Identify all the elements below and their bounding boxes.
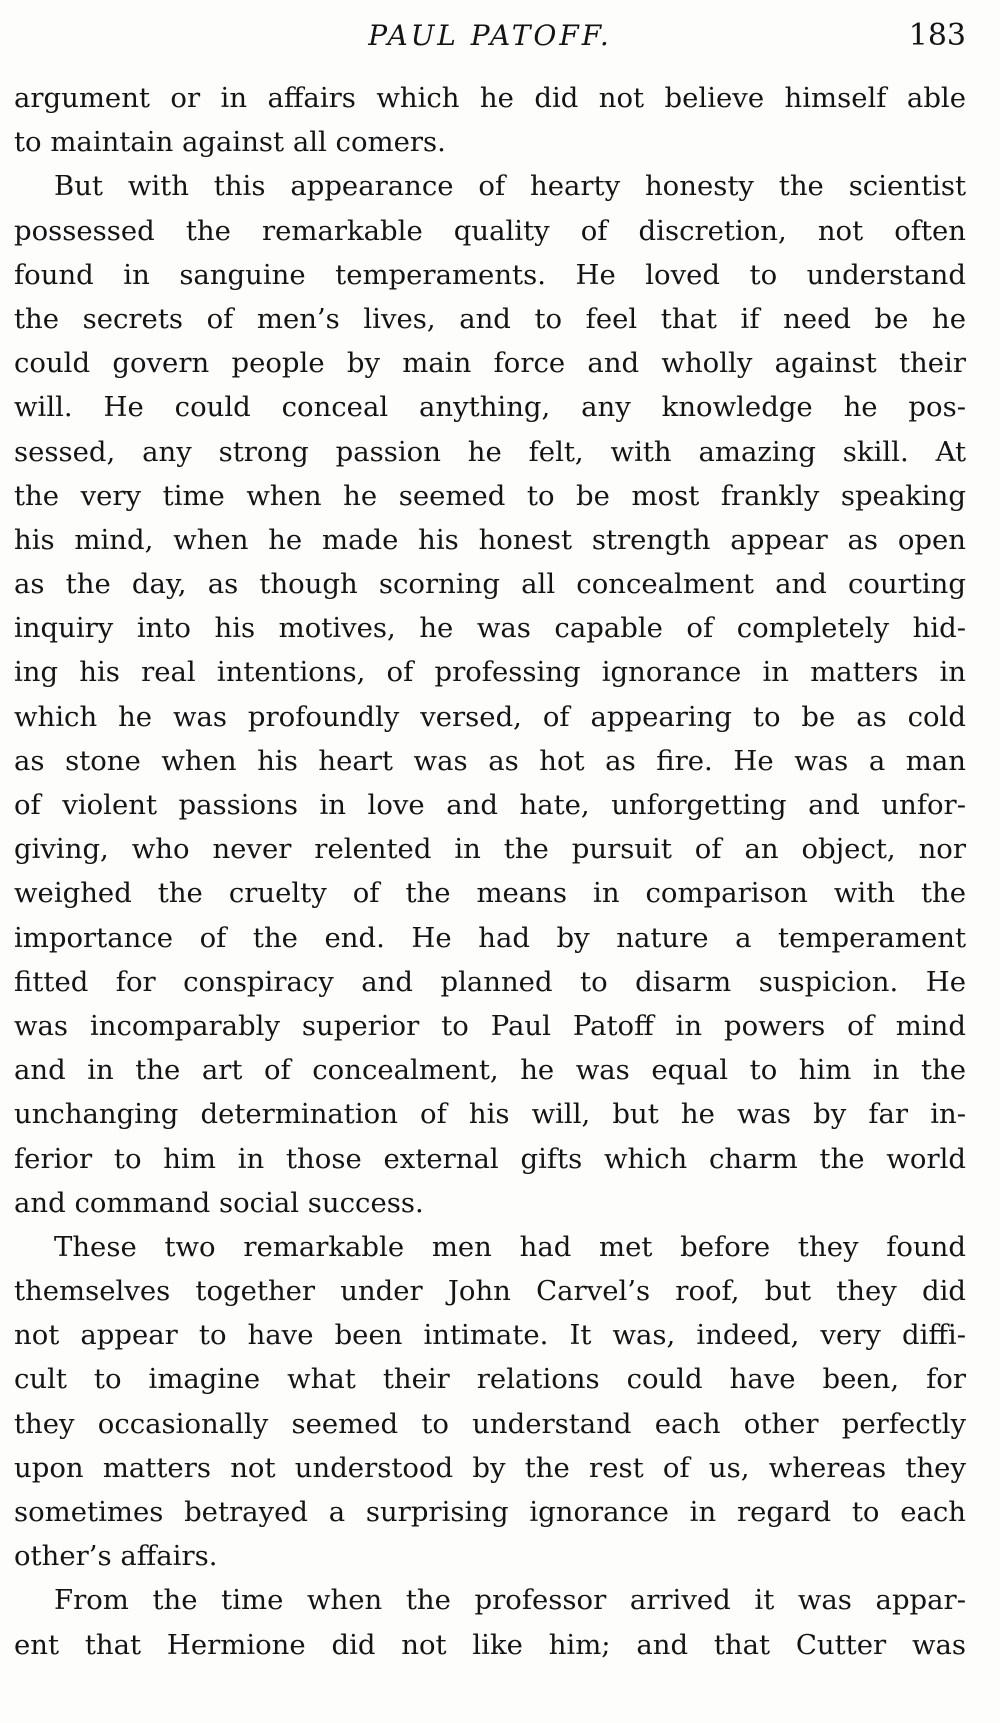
text-line: From the time when the professor arrived it was appar- [54,1584,966,1617]
text-line: upon matters not understood by the rest of us, whereas they [14,1451,966,1484]
text-line: as stone when his heart was as hot as fire. He was a man [14,744,966,777]
text-line: giving, who never relented in the pursuit of an object, nor [14,833,966,866]
text-line: These two remarkable men had met before they found [54,1230,966,1263]
text-line: as the day, as though scorning all concealment and courting [14,568,966,601]
text-line: argument or in affairs which he did not believe himself able [14,82,966,114]
text-line: fitted for conspiracy and planned to disarm suspicion. He [14,965,966,998]
text-line: sessed, any strong passion he felt, with amazing skill. At [14,435,966,468]
text-line: the secrets of men’s lives, and to feel that if need be he [14,302,966,335]
running-title: PAUL PATOFF. [368,19,612,52]
text-line: ent that Hermione did not like him; and that Cutter was [14,1628,966,1661]
body-text [14,76,966,1667]
text-line: sometimes betrayed a surprising ignorance in regard to each [14,1496,966,1528]
page-header [14,16,966,56]
text-line: the very time when he seemed to be most frankly speaking [14,479,966,512]
text-line: themselves together under John Carvel’s roof, but they did [14,1275,966,1308]
text-line: found in sanguine temperaments. He loved to understand [14,258,966,291]
text-line: importance of the end. He had by nature a temperament [14,921,966,954]
text-line: and command social success. [14,1186,424,1219]
text-line: his mind, when he made his honest strength appear as open [14,523,966,556]
text-line: possessed the remarkable quality of discretion, not often [14,214,966,247]
text-line: and in the art of concealment, he was equal to him in the [14,1054,966,1087]
page-number: 183 [908,18,966,53]
text-line: cult to imagine what their relations could have been, for [14,1363,966,1396]
text-line: to maintain against all comers. [14,126,446,159]
text-line: But with this appearance of hearty honesty the scientist [54,170,966,203]
text-line: of violent passions in love and hate, unforgetting and unfor- [14,789,966,821]
text-line: not appear to have been intimate. It was, indeed, very diffi- [14,1319,966,1352]
text-line: ing his real intentions, of professing ignorance in matters in [14,656,966,689]
text-line: was incomparably superior to Paul Patoff in powers of mind [14,1009,966,1042]
text-line: ferior to him in those external gifts which charm the world [14,1142,966,1175]
text-line: inquiry into his motives, he was capable of completely hid- [14,612,966,645]
text-line: they occasionally seemed to understand each other perfectly [14,1407,966,1440]
text-line: will. He could conceal anything, any knowledge he pos- [14,391,966,424]
text-line: unchanging determination of his will, but he was by far in- [14,1098,966,1131]
text-line: other’s affairs. [14,1540,218,1573]
text-line: which he was profoundly versed, of appearing to be as cold [14,700,966,733]
text-line: could govern people by main force and wholly against their [14,347,966,380]
text-line: weighed the cruelty of the means in comparison with the [14,877,966,910]
